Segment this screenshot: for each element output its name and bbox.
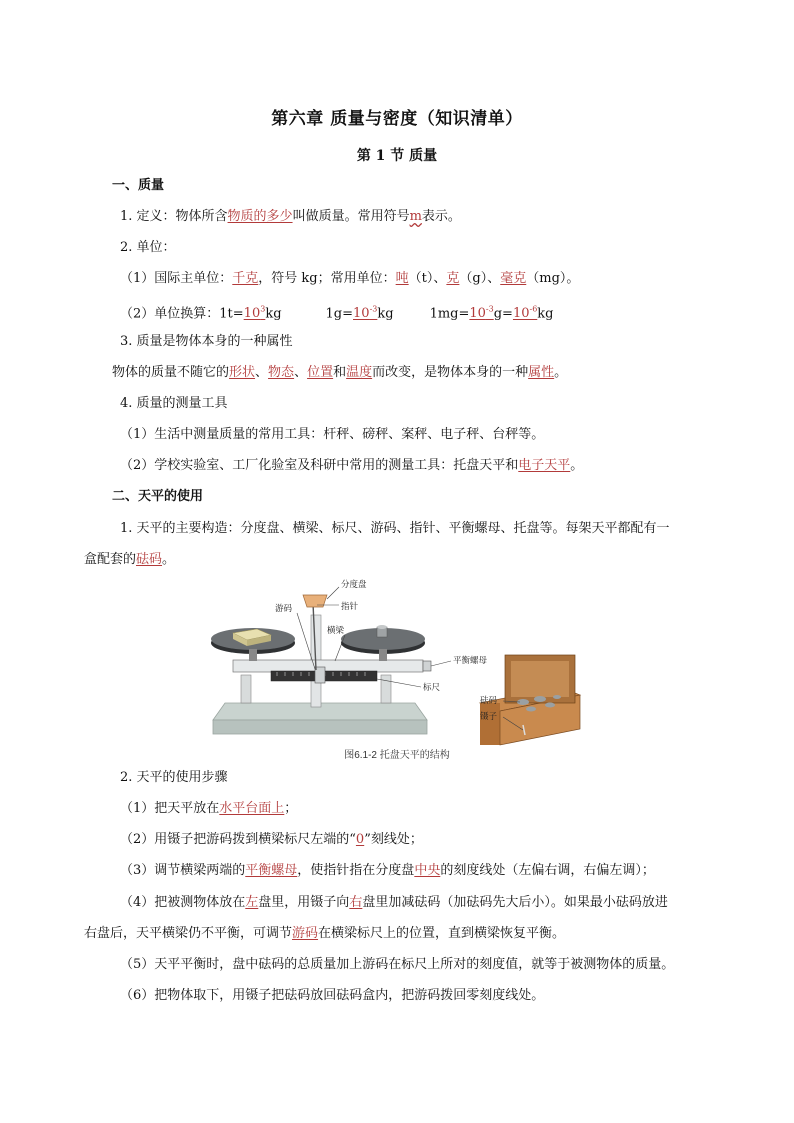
answer-blank: 属性 — [528, 365, 555, 380]
section-heading-balance: 二、天平的使用 — [112, 489, 204, 504]
answer-blank: 水平台面上 — [219, 801, 285, 816]
answer-blank: 砝码 — [136, 552, 163, 567]
attribute-line: 物体的质量不随它的形状、物态、位置和温度而改变，是物体本身的一种属性。 — [112, 365, 568, 380]
answer-blank: $10^{-6}$ — [512, 305, 538, 322]
label-tweezers: 镊子 — [480, 712, 498, 722]
answer-blank: 温度 — [346, 365, 373, 380]
step-6: （6）把物体取下，用镊子把砝码放回砝码盒内，把游码拨回零刻度线处。 — [120, 988, 545, 1003]
steps-heading: 2. 天平的使用步骤 — [120, 770, 228, 785]
unit-line-2: （2）单位换算：$1t=10^3kg$ $1g=10^{-3}kg$ $1mg=10^{-3}g=10^{-6}kg$ — [120, 305, 554, 322]
step-4-continued: 右盘后，天平横梁仍不平衡，可调节游码在横梁标尺上的位置，直到横梁恢复平衡。 — [84, 926, 566, 941]
label-scale: 标尺 — [423, 683, 441, 693]
section-subtitle: 第 1 节 质量 — [356, 148, 438, 164]
answer-blank: 物质的多少 — [227, 209, 293, 224]
label-weights: 砝码 — [480, 696, 498, 706]
answer-blank: 位置 — [307, 365, 334, 380]
balance-figure — [205, 575, 595, 760]
answer-blank: 游码 — [292, 926, 319, 941]
answer-blank: $10^{-3}$ — [469, 305, 494, 322]
tool-line-2: （2）学校实验室、工厂化验室及科研中常用的测量工具：托盘天平和电子天平。 — [120, 458, 584, 473]
figure-caption: 图6.1-2 托盘天平的结构 — [344, 750, 450, 761]
label-balance-nut: 平衡螺母 — [453, 656, 488, 666]
answer-blank: m — [409, 209, 422, 224]
unit-line-1: （1）国际主单位：千克，符号 kg；常用单位：吨（t）、克（g）、毫克（mg）。 — [120, 271, 580, 286]
answer-blank: 右 — [349, 895, 363, 910]
step-4: （4）把被测物体放在左盘里，用镊子向右盘里加减砝码（加砝码先大后小）。如果最小砝码放进 — [120, 895, 668, 910]
unit-heading: 2. 单位： — [120, 240, 176, 255]
answer-blank: $10^3$ — [243, 305, 266, 322]
structure-line-1: 1. 天平的主要构造：分度盘、横梁、标尺、游码、指针、平衡螺母、托盘等。每架天平都配有一 — [120, 521, 670, 536]
answer-blank: 中央 — [414, 863, 441, 878]
step-2: （2）用镊子把游码拨到横梁标尺左端的“0”刻线处； — [120, 832, 423, 847]
label-rider: 游码 — [275, 604, 293, 614]
answer-blank: 吨 — [395, 271, 409, 286]
step-1: （1）把天平放在水平台面上； — [120, 801, 298, 816]
answer-blank: 平衡螺母 — [245, 863, 298, 878]
answer-blank: 0 — [355, 832, 365, 847]
answer-blank: 电子天平 — [518, 458, 571, 473]
answer-blank: 左 — [245, 895, 259, 910]
label-beam: 横梁 — [327, 626, 345, 636]
structure-line-2: 盒配套的砝码。 — [84, 552, 176, 567]
step-5: （5）天平平衡时，盘中砝码的总质量加上游码在标尺上所对的刻度值，就等于被测物体的质量。 — [120, 957, 675, 972]
answer-blank: 形状 — [229, 365, 256, 380]
answer-blank: 毫克 — [500, 271, 527, 286]
answer-blank: 千克 — [232, 271, 259, 286]
answer-blank: $10^{-3}$ — [353, 305, 378, 322]
step-3: （3）调节横梁两端的平衡螺母，使指针指在分度盘中央的刻度线处（左偏右调，右偏左调）； — [120, 863, 655, 878]
tool-line-1: （1）生活中测量质量的常用工具：杆秤、磅秤、案秤、电子秤、台秤等。 — [120, 427, 545, 442]
answer-blank: 物态 — [268, 365, 295, 380]
definition-line: 1. 定义：物体所含物质的多少叫做质量。常用符号m表示。 — [120, 209, 461, 224]
tool-heading: 4. 质量的测量工具 — [120, 396, 228, 411]
attribute-heading: 3. 质量是物体本身的一种属性 — [120, 334, 293, 349]
label-pointer: 指针 — [341, 602, 359, 612]
section-heading-mass: 一、质量 — [112, 178, 165, 193]
answer-blank: 克 — [446, 271, 460, 286]
page-title: 第六章 质量与密度（知识清单） — [271, 109, 523, 129]
label-dial: 分度盘 — [341, 580, 367, 590]
